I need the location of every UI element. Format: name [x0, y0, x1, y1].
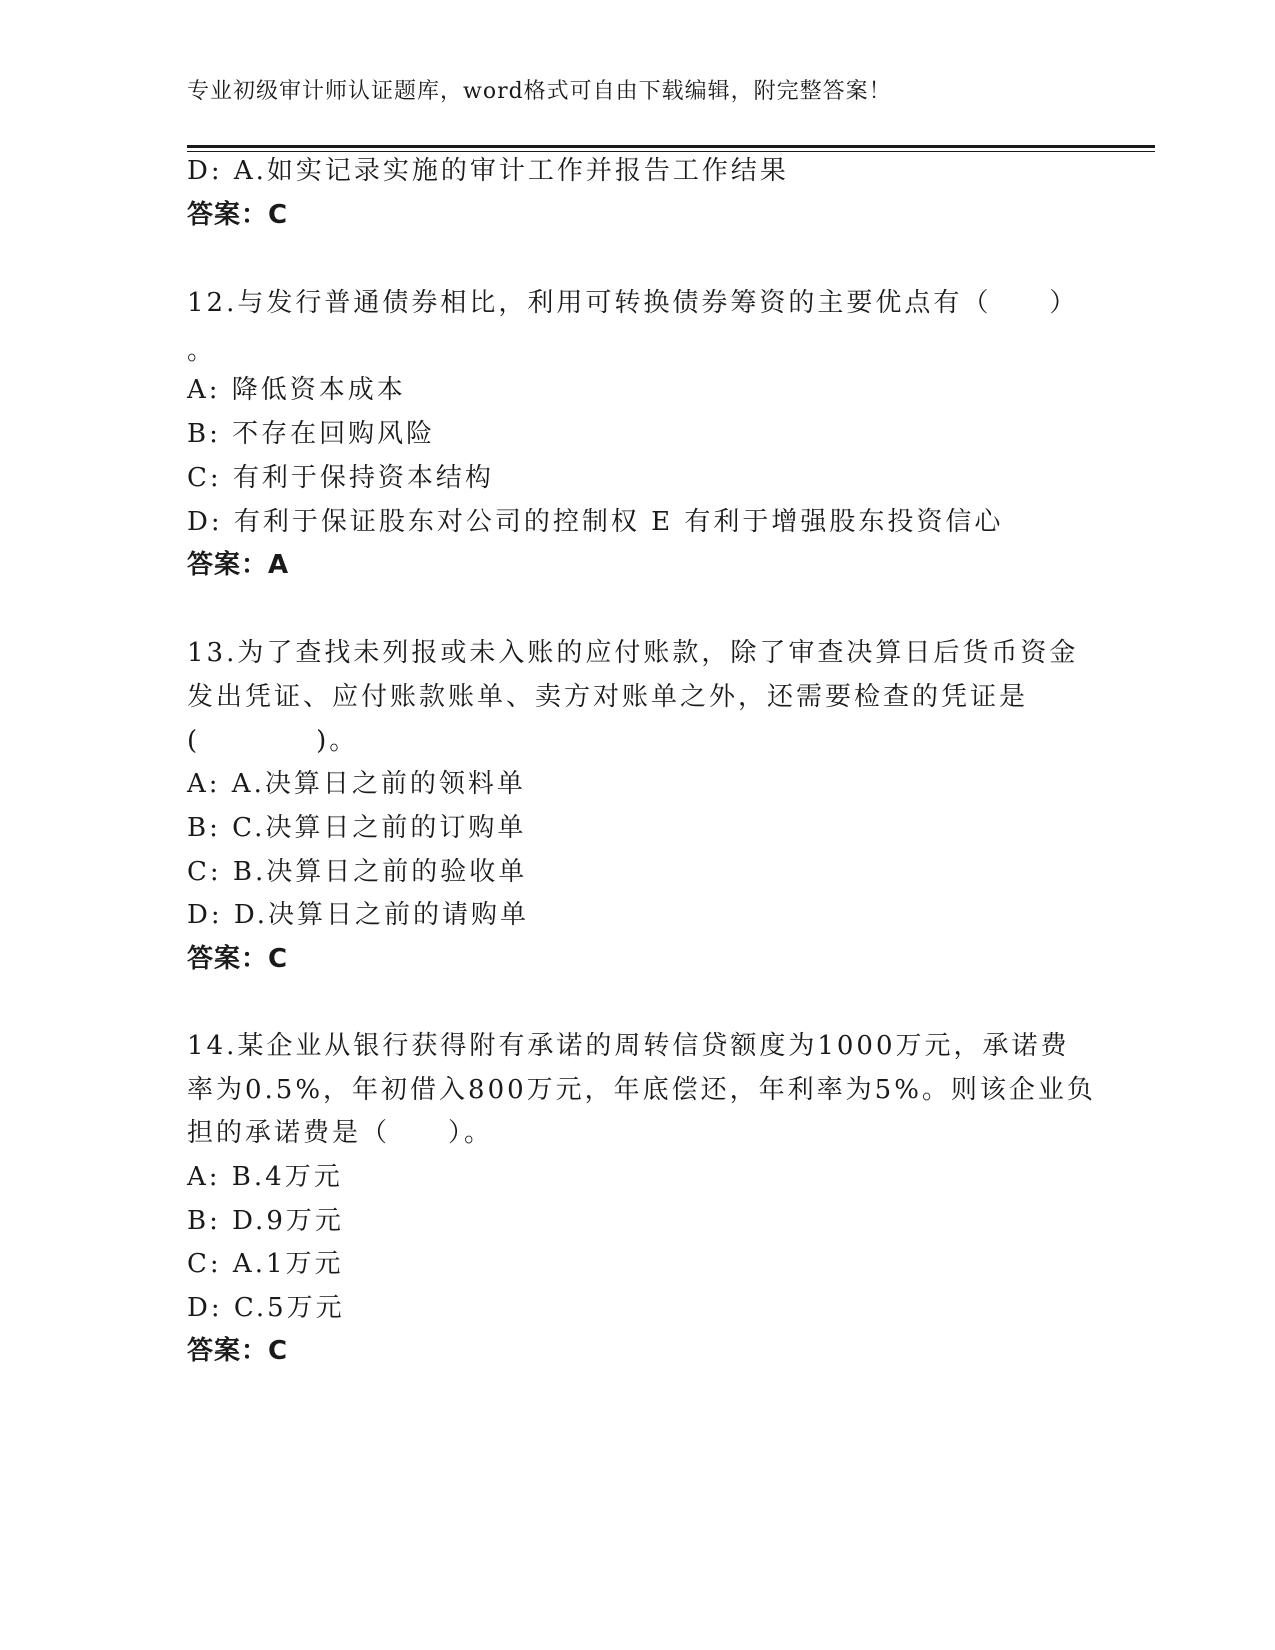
q14-stem-line-1: 14.某企业从银行获得附有承诺的周转信贷额度为1000万元，承诺费 — [187, 1031, 1070, 1061]
q13-stem-line-2: 发出凭证、应付账款账单、卖方对账单之外，还需要检查的凭证是 — [187, 682, 1029, 712]
q12-answer: 答案：A — [187, 550, 290, 580]
q11-answer: 答案：C — [187, 200, 289, 230]
q13-option-a: A: A.决算日之前的领料单 — [187, 769, 526, 799]
q13-stem-line-1: 13.为了查找未列报或未入账的应付账款，除了审查决算日后货币资金 — [187, 638, 1079, 668]
q12-option-c: C: 有利于保持资本结构 — [187, 463, 494, 493]
q14-option-a: A: B.4万元 — [187, 1162, 343, 1192]
q13-answer: 答案：C — [187, 944, 289, 974]
q12-option-d: D: 有利于保证股东对公司的控制权 E 有利于增强股东投资信心 — [187, 507, 1004, 537]
q11-option-d: D: A.如实记录实施的审计工作并报告工作结果 — [187, 156, 789, 186]
header-rule-thin — [187, 151, 1155, 152]
q13-option-b: B: C.决算日之前的订购单 — [187, 813, 527, 843]
q12-option-a: A: 降低资本成本 — [187, 375, 406, 405]
header-rule-thick — [187, 145, 1155, 148]
q14-option-d: D: C.5万元 — [187, 1293, 345, 1323]
q14-option-c: C: A.1万元 — [187, 1249, 344, 1279]
q13-option-c: C: B.决算日之前的验收单 — [187, 857, 528, 887]
q13-stem-line-3: ( )。 — [187, 726, 359, 756]
page-header: 专业初级审计师认证题库，word格式可自由下载编辑，附完整答案！ — [187, 79, 892, 104]
q14-answer: 答案：C — [187, 1336, 289, 1366]
q14-option-b: B: D.9万元 — [187, 1206, 344, 1236]
q14-stem-line-3: 担的承诺费是（ ）。 — [187, 1118, 494, 1148]
q12-stem-line-1: 12.与发行普通债券相比，利用可转换债券筹资的主要优点有（ ） — [187, 288, 1079, 318]
q13-option-d: D: D.决算日之前的请购单 — [187, 900, 530, 930]
q14-stem-line-2: 率为0.5%，年初借入800万元，年底偿还，年利率为5%。则该企业负 — [187, 1075, 1096, 1105]
q12-stem-line-2: 。 — [187, 336, 217, 366]
q12-option-b: B: 不存在回购风险 — [187, 419, 436, 449]
